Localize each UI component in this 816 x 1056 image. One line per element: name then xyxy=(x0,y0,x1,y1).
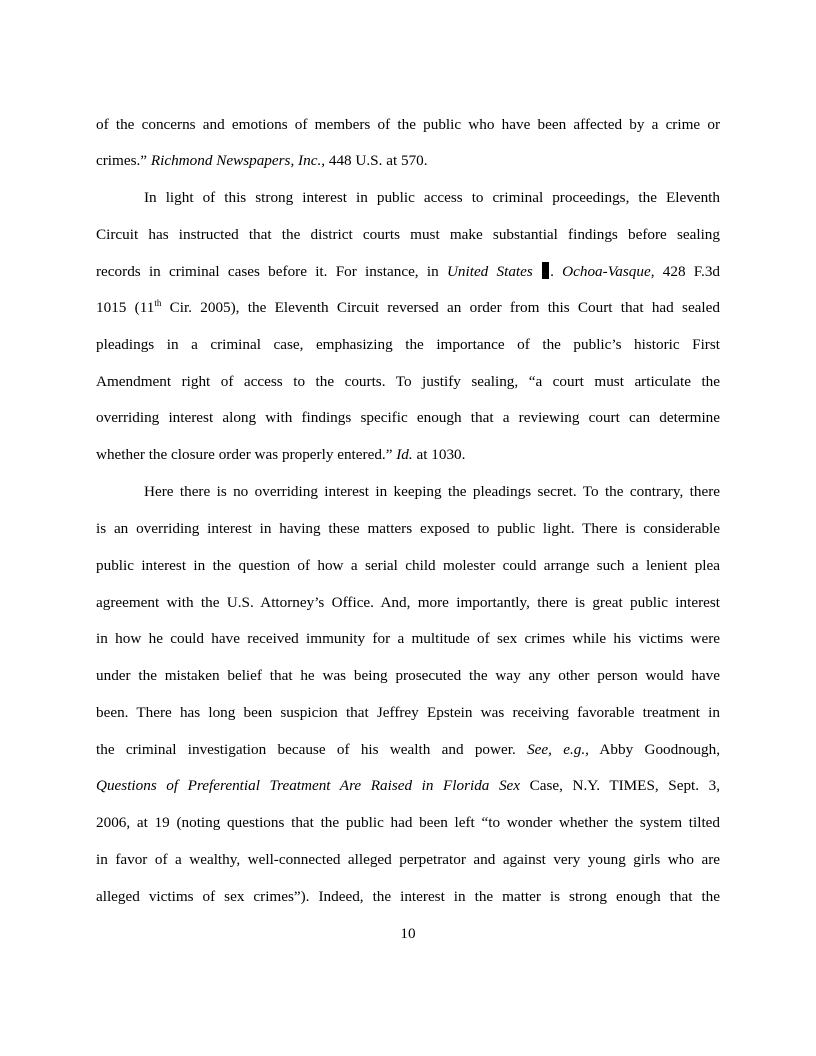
text-line: public interest in the question of how a serial child molester could arrange such a lenient plea xyxy=(96,557,720,574)
text-line: under the mistaken belief that he was being prosecuted the way any other person would have xyxy=(96,667,720,684)
case-citation: Ochoa-Vasque xyxy=(562,263,651,280)
text-line: Questions of Preferential Treatment Are Raised in Florida Sex Case, N.Y. TIMES, Sept. 3, xyxy=(96,777,720,794)
text-line: in favor of a wealthy, well-connected alleged perpetrator and against very young girls who are xyxy=(96,851,720,868)
text-line: In light of this strong interest in public access to criminal proceedings, the Eleventh xyxy=(144,189,720,206)
text-line: Circuit has instructed that the district courts must make substantial findings before sealing xyxy=(96,226,720,243)
text-line: alleged victims of sex crimes”). Indeed, the interest in the matter is strong enough that the xyxy=(96,888,720,905)
case-citation: United States xyxy=(446,263,533,280)
text-line: overriding interest along with findings specific enough that a reviewing court can determine xyxy=(96,409,720,426)
signal-citation: See, e.g., xyxy=(527,741,589,758)
text-line: agreement with the U.S. Attorney’s Office. And, more importantly, there is great public interest xyxy=(96,594,720,611)
ordinal-superscript: th xyxy=(154,298,162,308)
text-line: Amendment right of access to the courts. To justify sealing, “a court must articulate the xyxy=(96,373,720,390)
article-title: Questions of Preferential Treatment Are Raised in Florida Sex xyxy=(96,777,521,794)
text-line: the criminal investigation because of his wealth and power. See, e.g., Abby Goodnough, xyxy=(96,741,720,758)
redaction-mark xyxy=(542,262,549,279)
text-line: crimes.” Richmond Newspapers, Inc., 448 U.S. at 570. xyxy=(96,152,428,169)
text-line: records in criminal cases before it. For instance, in United States . Ochoa-Vasque, 428 F.3d xyxy=(96,263,721,280)
text-line: 1015 (11th Cir. 2005), the Eleventh Circuit reversed an order from this Court that had sealed xyxy=(96,298,720,316)
case-citation: Id. xyxy=(396,446,413,463)
case-citation: Richmond Newspapers, Inc., xyxy=(150,152,326,169)
text-line: whether the closure order was properly entered.” Id. at 1030. xyxy=(96,446,466,463)
text-line: 2006, at 19 (noting questions that the public had been left “to wonder whether the system tilted xyxy=(96,814,720,831)
text-line: in how he could have received immunity for a multitude of sex crimes while his victims were xyxy=(96,630,720,647)
text-line: is an overriding interest in having these matters exposed to public light. There is considerable xyxy=(96,520,720,537)
text-line: Here there is no overriding interest in keeping the pleadings secret. To the contrary, there xyxy=(144,483,720,500)
text-line: pleadings in a criminal case, emphasizing the importance of the public’s historic First xyxy=(96,336,720,353)
page-number: 10 xyxy=(400,925,416,942)
text-line: been. There has long been suspicion that Jeffrey Epstein was receiving favorable treatment in xyxy=(96,704,720,721)
text-line: of the concerns and emotions of members of the public who have been affected by a crime or xyxy=(96,116,720,133)
